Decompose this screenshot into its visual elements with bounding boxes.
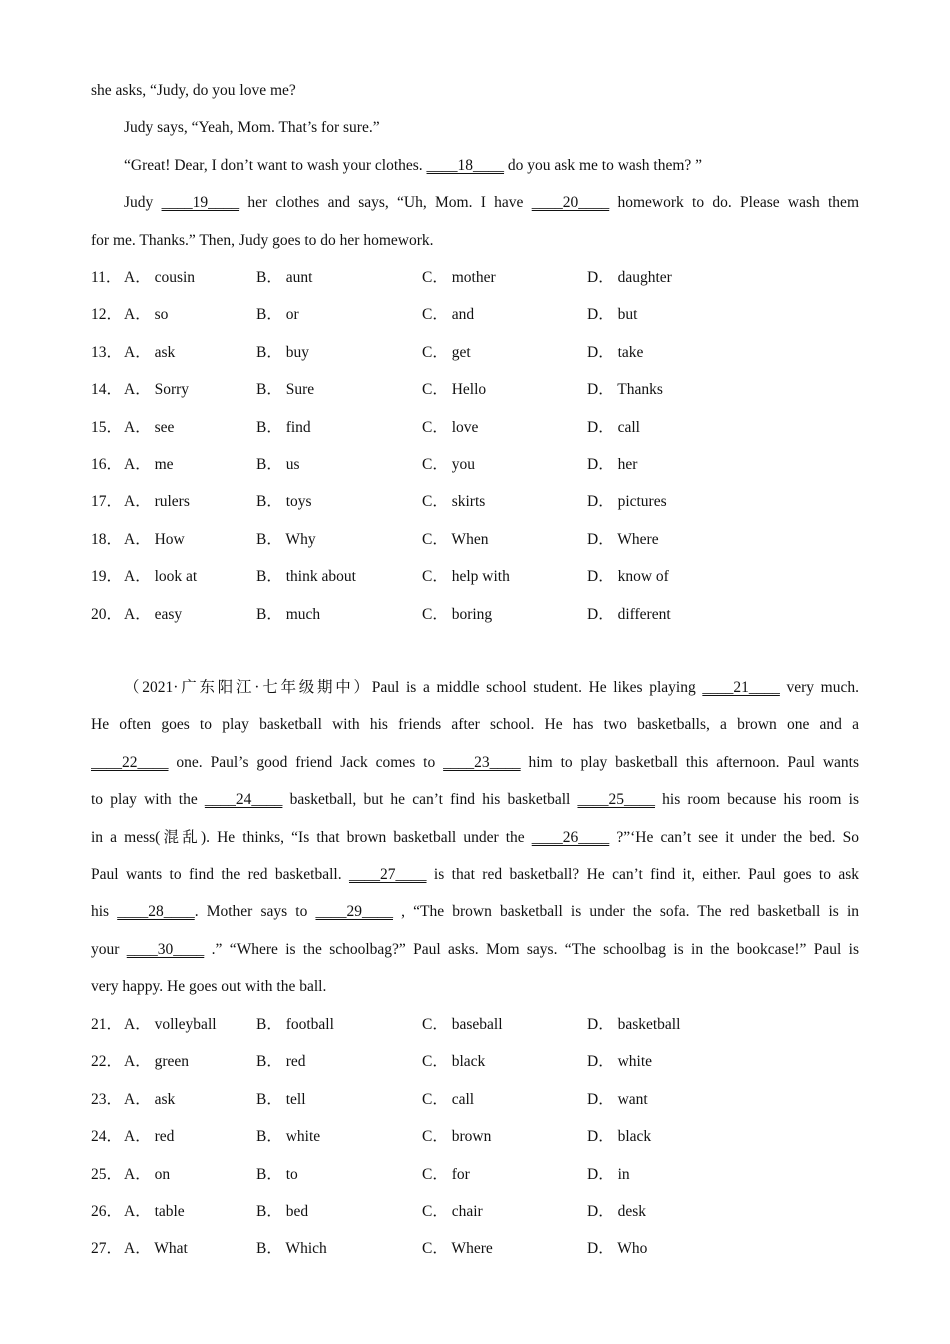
passage-line: （2021·广东阳江·七年级期中）Paul is a middle school student. He likes playing ____21____ very much. bbox=[124, 679, 859, 696]
question-row-13: 13． A． ask B． buy C． get D． take bbox=[91, 334, 859, 371]
passage-line: Paul wants to find the red basketball. ____27____ is that red basketball? He can’t find it, either. Paul goes to ask bbox=[91, 865, 859, 883]
option-b: B． find bbox=[256, 418, 311, 436]
option-d: D． want bbox=[587, 1090, 648, 1108]
option-d: D． Where bbox=[587, 530, 659, 548]
passage-line: very happy. He goes out with the ball. bbox=[91, 978, 327, 996]
question-row-25: 25． A． on B． to C． for D． in bbox=[91, 1156, 859, 1193]
option-c: C． love bbox=[422, 418, 479, 436]
blank-23: ____23____ bbox=[443, 753, 521, 771]
option-c: C． you bbox=[422, 455, 475, 473]
option-c: C． When bbox=[422, 530, 489, 548]
blank-26: ____26____ bbox=[531, 828, 610, 846]
blank-28: ____28____ bbox=[117, 903, 195, 921]
option-c: C． chair bbox=[422, 1202, 483, 1220]
option-d: D． different bbox=[587, 605, 671, 623]
option-c: C． and bbox=[422, 306, 475, 324]
option-d: D． in bbox=[587, 1165, 630, 1183]
blank-19: ____19____ bbox=[161, 194, 240, 212]
option-c: C． brown bbox=[422, 1128, 492, 1146]
option-c: C． boring bbox=[422, 605, 493, 623]
question-row-18: 18． A． How B． Why C． When D． Where bbox=[91, 521, 859, 558]
option-c: C． Where bbox=[422, 1240, 493, 1258]
option-d: D． basketball bbox=[587, 1016, 681, 1033]
passage-line: she asks, “Judy, do you love me? bbox=[91, 82, 296, 99]
option-c: C． get bbox=[422, 343, 471, 361]
blank-27: ____27____ bbox=[349, 865, 427, 883]
passage-line: He often goes to play basketball with his friends after school. He has two basketballs, a brown one and a bbox=[91, 716, 859, 734]
passage-line: your ____30____ .” “Where is the schoolbag?” Paul asks. Mom says. “The schoolbag is in the bookcase!” Paul is bbox=[91, 940, 859, 958]
option-d: D． know of bbox=[587, 568, 669, 586]
option-d: D． desk bbox=[587, 1202, 646, 1220]
option-a: A． easy bbox=[124, 605, 183, 623]
question-row-17: 17． A． rulers B． toys C． skirts D． pictures bbox=[91, 483, 859, 520]
option-b: B． toys bbox=[256, 493, 312, 511]
option-d: D． white bbox=[587, 1053, 653, 1071]
option-c: C． skirts bbox=[422, 493, 486, 511]
question-row-15: 15． A． see B． find C． love D． call bbox=[91, 409, 859, 446]
option-a: A． on bbox=[124, 1165, 171, 1183]
blank-29: ____29____ bbox=[315, 903, 393, 921]
option-d: D． Thanks bbox=[587, 381, 663, 399]
option-b: B． or bbox=[256, 306, 299, 324]
option-b: B． football bbox=[256, 1016, 334, 1033]
option-c: C． Hello bbox=[422, 381, 487, 399]
option-b: B． Which bbox=[256, 1240, 327, 1258]
blank-18: ____18____ bbox=[426, 156, 505, 174]
option-c: C． black bbox=[422, 1053, 486, 1071]
option-d: D． black bbox=[587, 1128, 652, 1146]
blank-20: ____20____ bbox=[531, 194, 610, 212]
option-a: A． Sorry bbox=[124, 381, 190, 399]
question-row-19: 19． A． look at B． think about C． help with D． know of bbox=[91, 558, 859, 595]
option-a: A． see bbox=[124, 418, 175, 436]
option-b: B． buy bbox=[256, 343, 309, 361]
option-b: B． much bbox=[256, 605, 321, 623]
option-b: B． us bbox=[256, 455, 300, 473]
option-a: A． so bbox=[124, 306, 169, 324]
option-c: C． baseball bbox=[422, 1016, 503, 1033]
passage-1-tail bbox=[91, 72, 859, 259]
passage-line: ____22____ one. Paul’s good friend Jack comes to ____23____ him to play basketball this afternoon. Paul wants bbox=[91, 753, 859, 771]
option-a: A． look at bbox=[124, 568, 198, 586]
option-a: A． rulers bbox=[124, 493, 190, 511]
passage-line: Judy says, “Yeah, Mom. That’s for sure.” bbox=[124, 119, 380, 137]
passage-line: “Great! Dear, I don’t want to wash your clothes. ____18____ do you ask me to wash them? ” bbox=[124, 156, 703, 174]
option-d: D． pictures bbox=[587, 493, 667, 511]
option-d: D． call bbox=[587, 418, 640, 436]
question-list-2 bbox=[91, 1006, 859, 1268]
option-a: A． volleyball bbox=[124, 1016, 217, 1033]
option-a: A． table bbox=[124, 1202, 185, 1220]
question-row-26: 26． A． table B． bed C． chair D． desk bbox=[91, 1193, 859, 1230]
option-b: B． to bbox=[256, 1165, 298, 1183]
option-d: D． Who bbox=[587, 1240, 648, 1258]
option-b: B． white bbox=[256, 1128, 321, 1146]
option-d: D． daughter bbox=[587, 269, 672, 286]
question-list-1 bbox=[91, 259, 859, 633]
question-row-22: 22． A． green B． red C． black D． white bbox=[91, 1043, 859, 1080]
passage-line: in a mess(混乱). He thinks, “Is that brown basketball under the ____26____ ?”‘He can’t see it under the bed. So bbox=[91, 828, 859, 846]
question-row-23: 23． A． ask B． tell C． call D． want bbox=[91, 1081, 859, 1118]
question-row-21: 21． A． volleyball B． football C． baseball D． basketball bbox=[91, 1006, 859, 1043]
question-row-14: 14． A． Sorry B． Sure C． Hello D． Thanks bbox=[91, 371, 859, 408]
option-a: A． What bbox=[124, 1240, 188, 1258]
option-a: A． red bbox=[124, 1128, 175, 1146]
passage-2 bbox=[91, 669, 859, 1006]
option-b: B． think about bbox=[256, 568, 356, 586]
option-b: B． Why bbox=[256, 530, 316, 548]
option-c: C． help with bbox=[422, 568, 510, 586]
passage-line: to play with the ____24____ basketball, but he can’t find his basketball ____25____ his room because his room is bbox=[91, 791, 859, 809]
question-row-27: 27． A． What B． Which C． Where D． Who bbox=[91, 1230, 859, 1267]
option-d: D． her bbox=[587, 455, 638, 473]
option-b: B． aunt bbox=[256, 269, 313, 286]
option-c: C． call bbox=[422, 1090, 475, 1108]
option-a: A． How bbox=[124, 530, 185, 548]
blank-30: ____30____ bbox=[126, 940, 205, 958]
question-row-16: 16． A． me B． us C． you D． her bbox=[91, 446, 859, 483]
option-a: A． me bbox=[124, 455, 174, 473]
question-row-24: 24． A． red B． white C． brown D． black bbox=[91, 1118, 859, 1155]
blank-24: ____24____ bbox=[204, 791, 283, 809]
option-d: D． but bbox=[587, 306, 638, 324]
option-d: D． take bbox=[587, 343, 644, 361]
option-b: B． Sure bbox=[256, 381, 315, 399]
option-a: A． cousin bbox=[124, 269, 196, 286]
blank-22: ____22____ bbox=[91, 753, 169, 771]
passage-line: Judy ____19____ her clothes and says, “Uh, Mom. I have ____20____ homework to do. Please wash them bbox=[124, 194, 859, 212]
option-a: A． green bbox=[124, 1053, 189, 1071]
question-row-12: 12． A． so B． or C． and D． but bbox=[91, 296, 859, 333]
option-b: B． tell bbox=[256, 1090, 306, 1108]
question-row-20: 20． A． easy B． much C． boring D． different bbox=[91, 596, 859, 633]
blank-25: ____25____ bbox=[577, 791, 655, 809]
option-c: C． mother bbox=[422, 269, 496, 286]
passage-line: for me. Thanks.” Then, Judy goes to do her homework. bbox=[91, 231, 434, 249]
option-a: A． ask bbox=[124, 343, 176, 361]
passage-line: his ____28____. Mother says to ____29____ , “The brown basketball is under the sofa. The red basketball is in bbox=[91, 903, 859, 921]
option-c: C． for bbox=[422, 1165, 470, 1183]
option-b: B． red bbox=[256, 1053, 306, 1071]
option-a: A． ask bbox=[124, 1090, 176, 1108]
question-row-11: 11． A． cousin B． aunt C． mother D． daughter bbox=[91, 259, 859, 296]
blank-21: ____21____ bbox=[702, 679, 780, 696]
option-b: B． bed bbox=[256, 1202, 309, 1220]
